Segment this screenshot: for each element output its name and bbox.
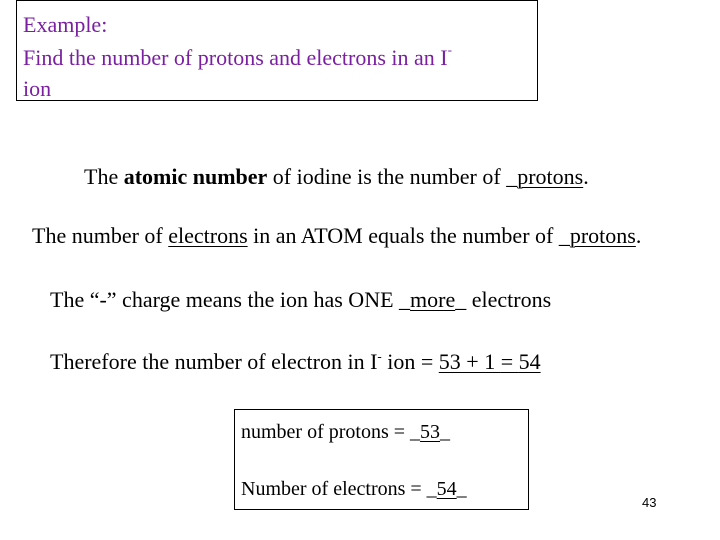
electrons-suffix: _ bbox=[456, 478, 467, 500]
electrons-value: 54 bbox=[436, 478, 457, 500]
example-question bbox=[23, 43, 452, 72]
protons-suffix: _ bbox=[440, 421, 451, 443]
answer-box bbox=[234, 409, 529, 510]
statement4-charge-superscript: - bbox=[377, 348, 382, 364]
slide-number: 43 bbox=[642, 495, 657, 510]
statement3-prefix: The “-” charge means the ion has ONE _ bbox=[50, 287, 411, 312]
statement-electron-count bbox=[50, 349, 541, 375]
statement2-suffix: . bbox=[635, 223, 642, 248]
statement4-middle: ion = bbox=[381, 349, 439, 374]
statement-atomic-number bbox=[84, 164, 589, 190]
electrons-label: Number of electrons = _ bbox=[241, 478, 437, 500]
statement4-equals: = bbox=[500, 349, 519, 374]
statement3-suffix: _ electrons bbox=[455, 287, 552, 312]
statement2-underlined-term: electrons bbox=[168, 223, 248, 248]
statement1-prefix: The bbox=[84, 164, 124, 189]
statement3-answer: more bbox=[410, 287, 456, 312]
protons-answer-row bbox=[241, 421, 450, 444]
statement-electrons-in-atom bbox=[32, 223, 641, 249]
statement4-prefix: Therefore the number of electron in I bbox=[50, 349, 378, 374]
statement4-result: 54 bbox=[518, 349, 541, 374]
protons-label: number of protons = _ bbox=[241, 421, 421, 443]
statement1-bold-term: atomic number bbox=[123, 164, 268, 189]
statement1-suffix: . bbox=[583, 164, 589, 189]
example-question-text: Find the number of protons and electrons in an I bbox=[23, 45, 448, 70]
statement1-middle: of iodine is the number of _ bbox=[267, 164, 518, 189]
protons-value: 53 bbox=[420, 421, 441, 443]
statement1-answer: protons bbox=[517, 164, 584, 189]
electrons-answer-row bbox=[241, 478, 467, 501]
statement-charge-meaning bbox=[50, 287, 551, 313]
statement2-answer: protons bbox=[569, 223, 636, 248]
example-box bbox=[16, 0, 538, 101]
iodide-charge-superscript: - bbox=[447, 41, 452, 57]
example-question-continued: ion bbox=[23, 76, 52, 101]
statement4-calculation: 53 + 1 bbox=[438, 349, 501, 374]
example-heading: Example: bbox=[23, 12, 108, 37]
statement2-middle: in an ATOM equals the number of _ bbox=[247, 223, 570, 248]
statement2-prefix: The number of bbox=[32, 223, 169, 248]
